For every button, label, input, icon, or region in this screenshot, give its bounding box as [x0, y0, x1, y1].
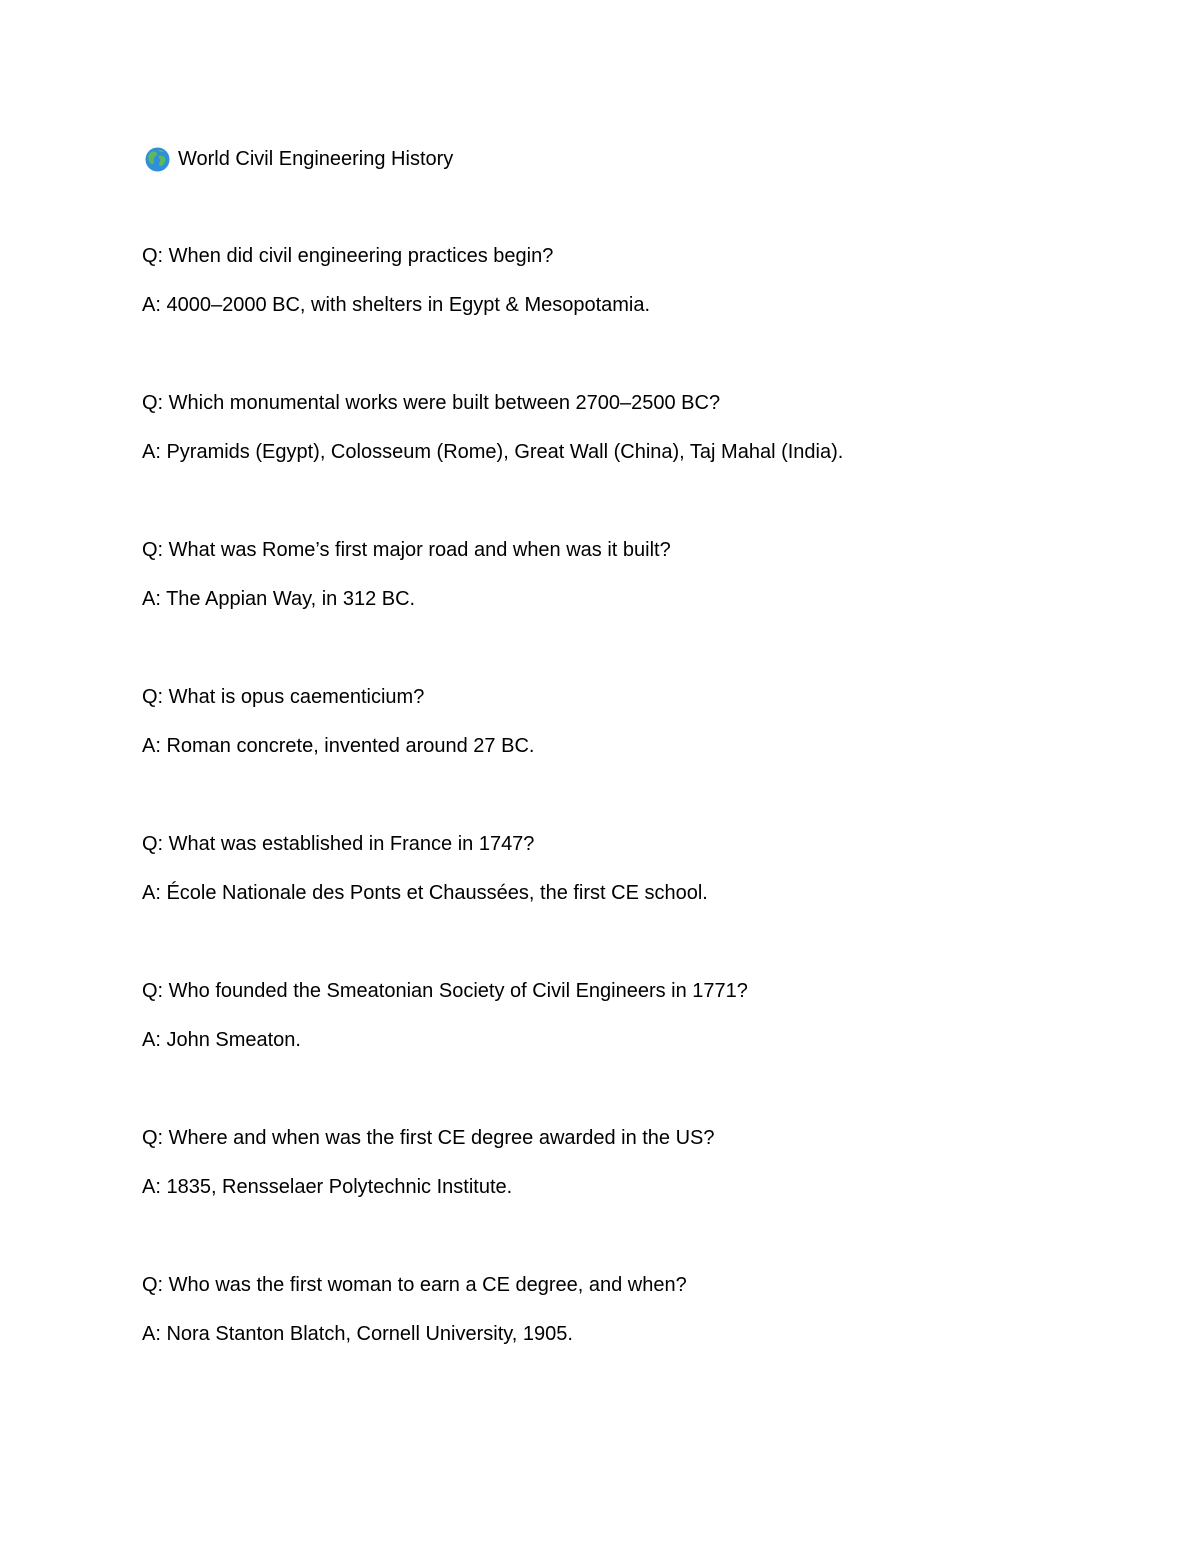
qa-item: [142, 976, 1122, 1123]
question-text: Q: Who was the first woman to earn a CE degree, and when?: [142, 1274, 687, 1296]
question-text: Q: When did civil engineering practices begin?: [142, 245, 554, 267]
question-text: Q: What was established in France in 1747?: [142, 833, 535, 855]
qa-item: [142, 682, 1122, 829]
qa-item: [142, 1123, 1122, 1270]
answer-text: A: École Nationale des Ponts et Chaussées, the first CE school.: [142, 882, 708, 904]
question-text: Q: What is opus caementicium?: [142, 686, 425, 708]
answer-text: A: The Appian Way, in 312 BC.: [142, 588, 416, 610]
document-content: [142, 143, 1122, 1417]
qa-item: [142, 829, 1122, 976]
globe-icon: [145, 147, 170, 172]
question-text: Q: Which monumental works were built between 2700–2500 BC?: [142, 392, 721, 414]
answer-text: A: Roman concrete, invented around 27 BC.: [142, 735, 535, 757]
qa-item: [142, 388, 1122, 535]
question-text: Q: Where and when was the first CE degree awarded in the US?: [142, 1127, 715, 1149]
qa-item: [142, 241, 1122, 388]
document-title: World Civil Engineering History: [178, 147, 454, 170]
qa-item: [142, 535, 1122, 682]
qa-list: [142, 241, 1122, 1417]
question-text: Q: Who founded the Smeatonian Society of Civil Engineers in 1771?: [142, 980, 748, 1002]
answer-text: A: 4000–2000 BC, with shelters in Egypt & Mesopotamia.: [142, 294, 651, 316]
answer-text: A: 1835, Rensselaer Polytechnic Institute.: [142, 1176, 513, 1198]
qa-item: [142, 1270, 1122, 1417]
answer-text: A: Pyramids (Egypt), Colosseum (Rome), Great Wall (China), Taj Mahal (India).: [142, 441, 844, 463]
question-text: Q: What was Rome’s first major road and when was it built?: [142, 539, 671, 561]
document-title-row: [142, 143, 1122, 175]
answer-text: A: Nora Stanton Blatch, Cornell University, 1905.: [142, 1323, 573, 1345]
answer-text: A: John Smeaton.: [142, 1029, 301, 1051]
